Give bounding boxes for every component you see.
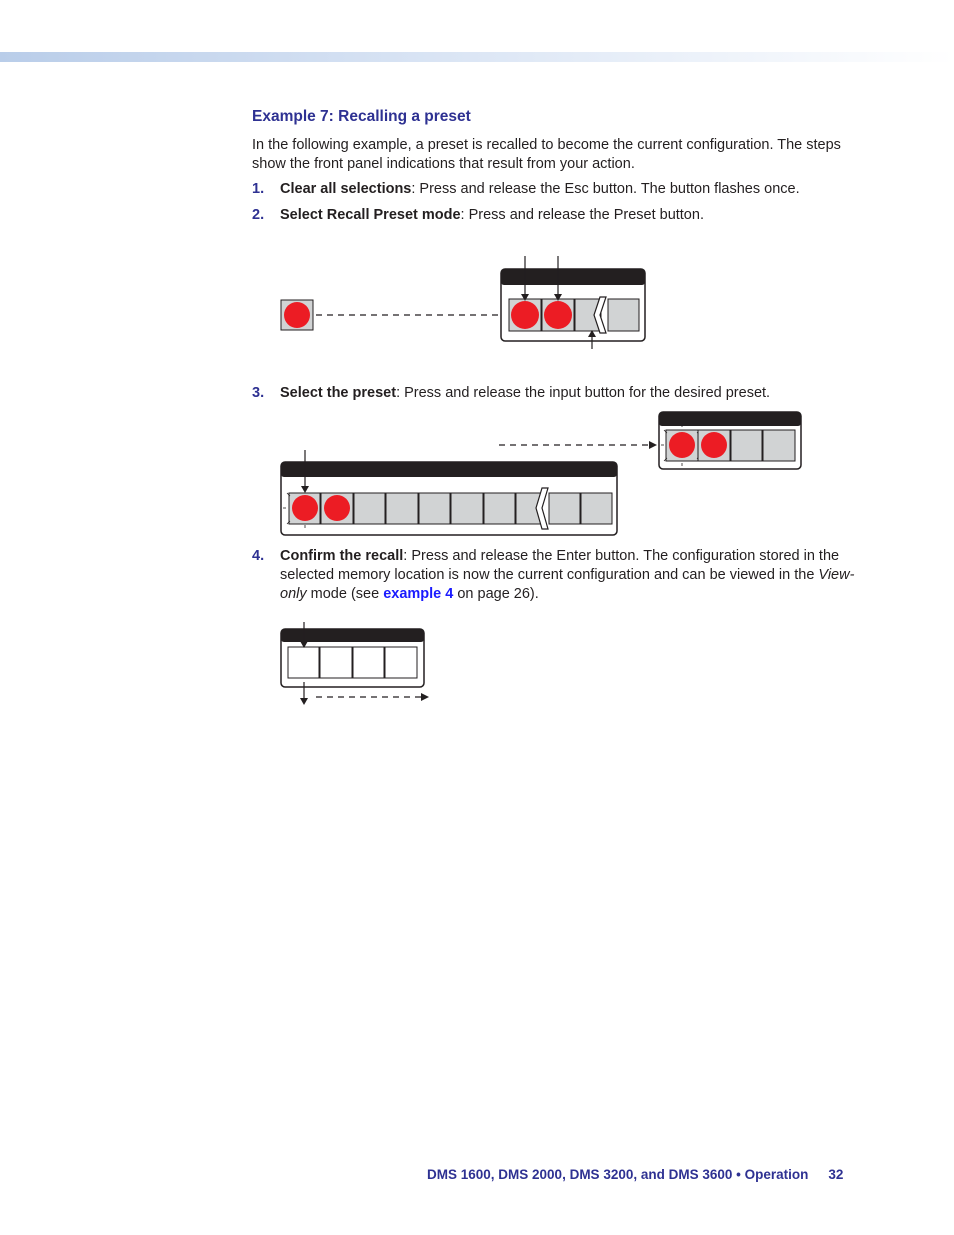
panel-header-bar [281,629,424,642]
step-title: Confirm the recall [280,548,404,564]
section-heading: Example 7: Recalling a preset [252,108,471,125]
step-title: Select Recall Preset mode [280,207,461,223]
step-text: : Press and release the Enter button. The configuration stored in the selected memory location is now the current configuration and can be viewed in the [280,548,840,583]
step-text: : Press and release the Preset button. [460,207,704,223]
step-number: 1. [252,181,265,197]
step-number: 3. [252,385,265,401]
step-title: Select the preset [280,385,397,401]
intro-paragraph: In the following example, a preset is recalled to become the current configuration. The steps show the front panel indications that result from your action. [252,137,841,172]
page-number: 32 [828,1167,844,1182]
panel-button [385,647,417,678]
step-number: 2. [252,207,265,223]
step-text-b: mode (see [306,586,384,602]
panel-button [320,647,352,678]
step-title: Clear all selections [280,181,412,197]
step-text: : Press and release the input button for the desired preset. [396,385,771,401]
step-number: 4. [252,548,265,564]
step-text: : Press and release the Esc button. The button flashes once. [411,181,800,197]
example-4-link[interactable]: example 4 [383,586,454,602]
footer-title: DMS 1600, DMS 2000, DMS 3200, and DMS 3600 • Operation [427,1167,809,1182]
step-text-c: on page 26). [453,586,539,602]
page-footer [427,1167,843,1182]
enter-button [288,647,319,678]
arrowhead [300,698,308,705]
panel-button [353,647,384,678]
view-only-term: View-only [280,567,855,602]
arrowhead [421,693,429,701]
